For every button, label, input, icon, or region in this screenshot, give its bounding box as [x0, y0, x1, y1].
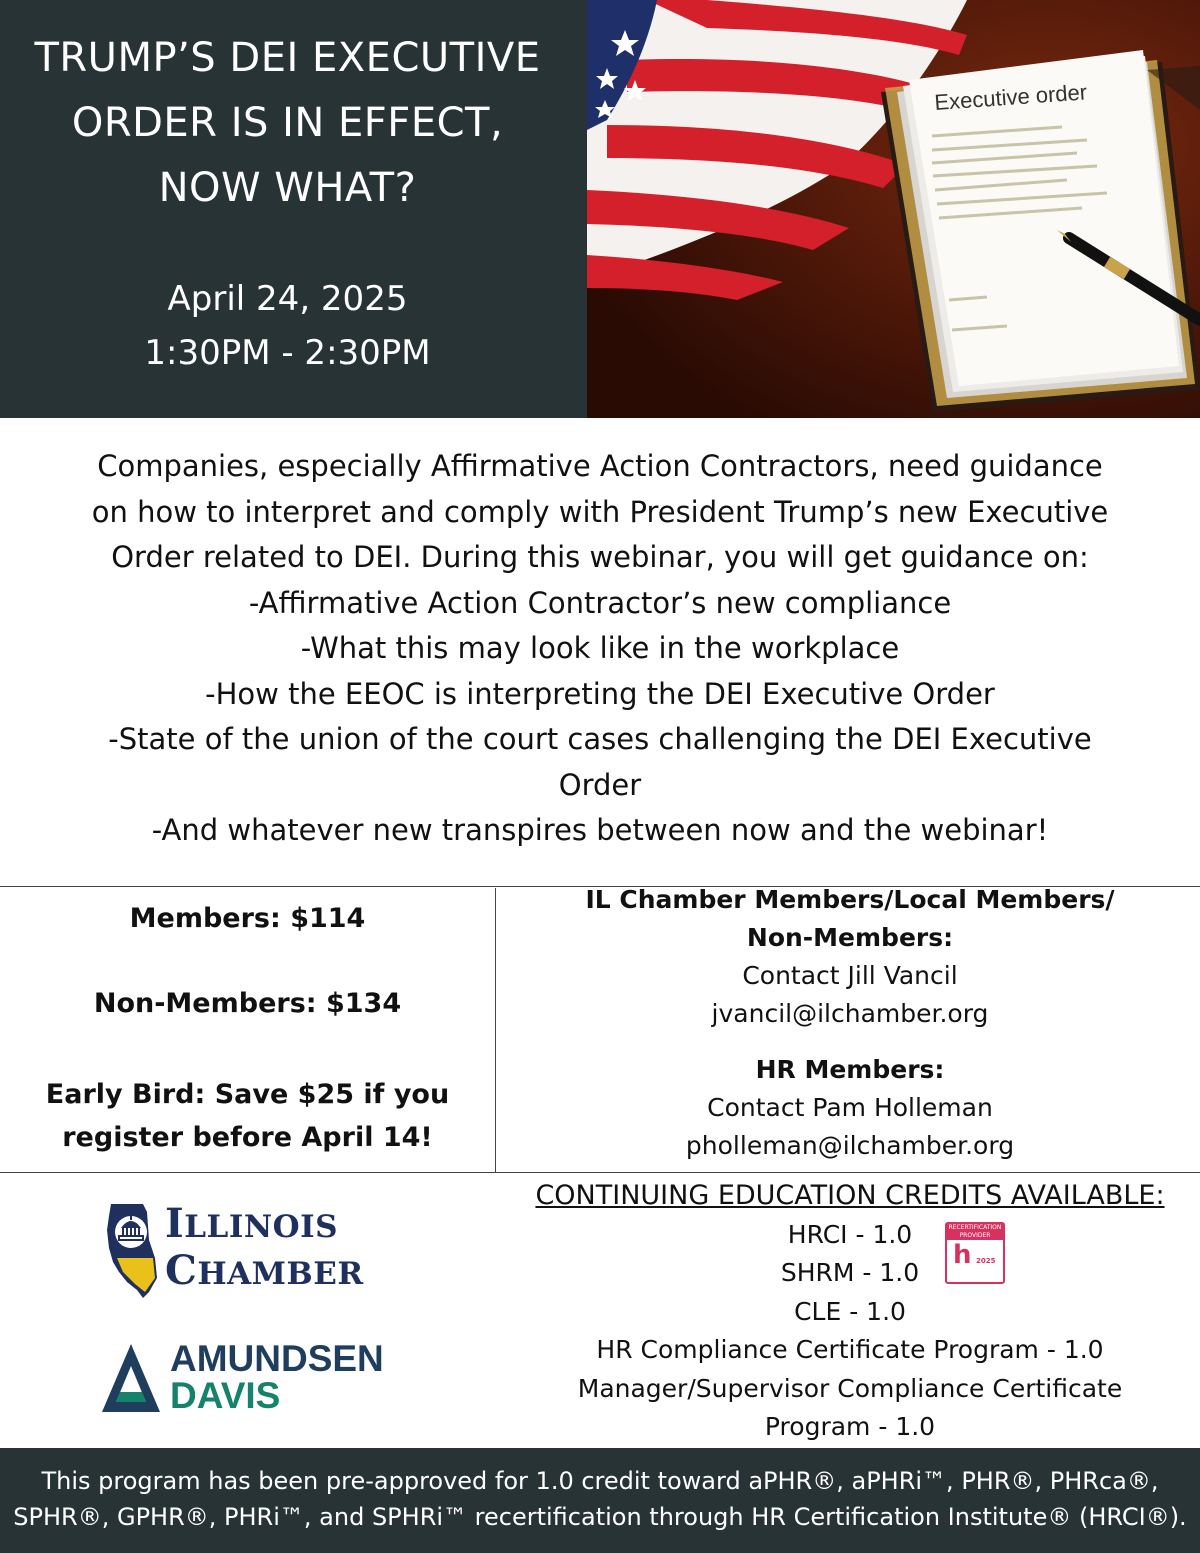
logo-letters: LLINOIS: [184, 1209, 339, 1245]
contact-email-link[interactable]: jvancil@ilchamber.org: [711, 999, 989, 1028]
hrci-recertification-badge: [945, 1222, 1005, 1284]
header-title-panel: [0, 0, 587, 418]
description-line: Companies, especially Affirmative Action Contractors, need guidance: [97, 449, 1103, 483]
document-label: Executive order: [933, 79, 1088, 115]
document-stack: [881, 50, 1200, 412]
logo-letters: HAMBER: [197, 1256, 364, 1292]
event-date: April 24, 2025: [167, 279, 408, 319]
hr-contact-block: [500, 1051, 1200, 1165]
credit-item: Program - 1.0: [764, 1412, 936, 1441]
contact-group-title: IL Chamber Members/Local Members/: [585, 885, 1115, 914]
badge-letter: h: [953, 1240, 972, 1270]
divider: [0, 1172, 1200, 1173]
credits-heading: CONTINUING EDUCATION CREDITS AVAILABLE:: [535, 1180, 1165, 1211]
amundsen-davis-triangle-icon: [100, 1342, 162, 1416]
early-bird-line: register before April 14!: [62, 1122, 433, 1153]
contact-email-link[interactable]: pholleman@ilchamber.org: [685, 1131, 1015, 1160]
badge-label: RECERTIFICATION PROVIDER: [948, 1224, 1002, 1239]
logo-line-amundsen: AMUNDSEN: [170, 1338, 384, 1379]
event-title-line: ORDER IS IN EFFECT,: [71, 100, 504, 146]
description-bullet: -How the EEOC is interpreting the DEI Executive Order: [205, 676, 995, 711]
credit-item: HR Compliance Certificate Program - 1.0: [596, 1335, 1104, 1364]
badge-year: 2025: [976, 1257, 996, 1265]
member-contact-block: [500, 881, 1200, 1033]
amundsen-davis-logo: [100, 1338, 410, 1418]
description-bullet: -State of the union of the court cases challenging the DEI Executive: [108, 722, 1092, 756]
non-members-price: Non-Members: $134: [93, 988, 402, 1019]
event-title-line: TRUMP’S DEI EXECUTIVE: [34, 35, 541, 81]
illinois-chamber-logo: [105, 1200, 405, 1300]
event-datetime: [0, 272, 575, 380]
event-title: [0, 26, 575, 221]
contact-group-title: Non-Members:: [746, 923, 954, 952]
webinar-description: [0, 444, 1200, 854]
illinois-chamber-wordmark: [165, 1202, 364, 1296]
illinois-state-icon: [105, 1200, 163, 1300]
early-bird-line: Early Bird: Save $25 if you: [45, 1079, 450, 1110]
contact-name: Contact Pam Holleman: [707, 1093, 993, 1122]
description-bullet: Order: [558, 767, 642, 802]
vertical-divider: [495, 888, 496, 1172]
description-line: Order related to DEI. During this webinar, you will get guidance on:: [111, 540, 1089, 574]
description-bullet: -What this may look like in the workplace: [300, 631, 900, 665]
executive-order-image: [587, 0, 1200, 418]
logo-letter: C: [165, 1247, 198, 1294]
header: [0, 0, 1200, 418]
footer-line: This program has been pre-approved for 1.0 credit toward aPHR®, aPHRi™, PHR®, PHRca®,: [41, 1467, 1159, 1495]
description-bullet: -Affirmative Action Contractor’s new compliance: [248, 585, 952, 620]
event-time: 1:30PM - 2:30PM: [144, 333, 431, 373]
credit-item: Manager/Supervisor Compliance Certificate: [577, 1373, 1123, 1403]
credit-item: CLE - 1.0: [794, 1296, 906, 1326]
amundsen-davis-wordmark: [170, 1340, 384, 1414]
members-price: Members: $114: [129, 903, 366, 934]
credit-item: HRCI - 1.0: [787, 1219, 913, 1249]
credit-item: SHRM - 1.0: [780, 1258, 920, 1287]
footer-line: SPHR®, GPHR®, PHRi™, and SPHRi™ recertification through HR Certification Institute® (HRCI®).: [13, 1503, 1187, 1531]
contact-group-title: HR Members:: [755, 1055, 945, 1084]
event-title-line: NOW WHAT?: [158, 165, 417, 211]
continuing-education-credits: [500, 1177, 1200, 1447]
description-bullet: -And whatever new transpires between now and the webinar!: [151, 813, 1049, 847]
contact-name: Contact Jill Vancil: [742, 961, 958, 990]
early-bird-offer: [0, 1073, 495, 1159]
hrci-footer: [0, 1448, 1200, 1553]
logo-line-davis: DAVIS: [170, 1375, 281, 1416]
logo-letter: I: [165, 1200, 185, 1247]
description-line: on how to interpret and comply with President Trump’s new Executive: [91, 494, 1109, 529]
